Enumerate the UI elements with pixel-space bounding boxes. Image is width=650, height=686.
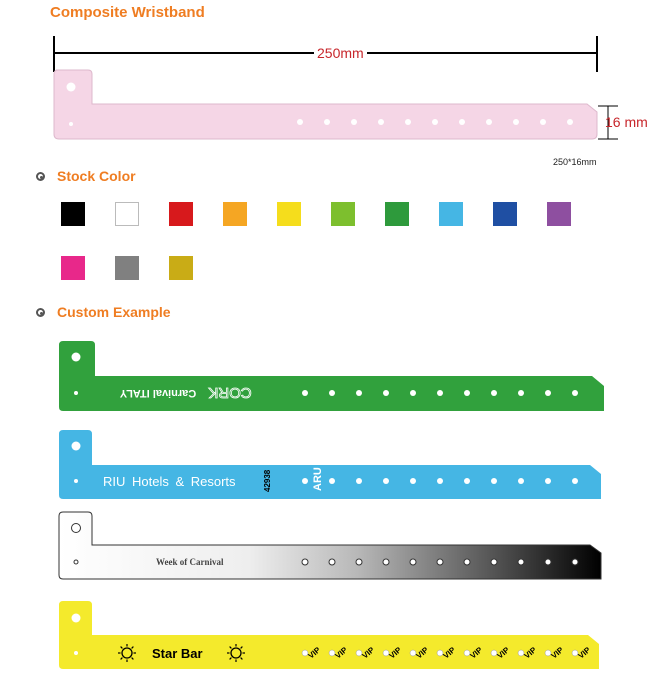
- width-label: 16 mm: [605, 114, 648, 130]
- svg-text:Carnival ITALY: Carnival ITALY: [119, 387, 197, 399]
- vip-mark: VIP: [333, 645, 350, 661]
- size-note: 250*16mm: [553, 157, 597, 167]
- riu-label: RIU Hotels & Resorts: [103, 474, 236, 489]
- page-title: Composite Wristband: [50, 4, 205, 21]
- vip-mark: VIP: [468, 645, 485, 661]
- vip-mark: VIP: [495, 645, 512, 661]
- length-label: 250mm: [314, 45, 367, 61]
- yellow-wristband: [59, 601, 599, 669]
- serial-number: 42938: [263, 469, 272, 492]
- vip-mark: VIP: [576, 645, 593, 661]
- gradient-wristband: [59, 512, 601, 579]
- vip-mark: VIP: [414, 645, 431, 661]
- week-of-carnival-label: Week of Carnival: [156, 557, 224, 567]
- green-wristband: [59, 341, 604, 411]
- custom-example-label: Custom Example: [57, 304, 171, 320]
- vip-mark: VIP: [549, 645, 566, 661]
- stock-color-label: Stock Color: [57, 168, 136, 184]
- vip-mark: VIP: [522, 645, 539, 661]
- vip-mark: VIP: [387, 645, 404, 661]
- cork-logo: [208, 384, 251, 401]
- vip-mark: VIP: [360, 645, 377, 661]
- vip-mark: VIP: [306, 645, 323, 661]
- vip-mark: VIP: [441, 645, 458, 661]
- carnival-logo: [119, 387, 196, 399]
- star-bar-label: Star Bar: [152, 646, 203, 661]
- aru-code: ARU: [312, 467, 324, 491]
- svg-text:CORK: CORK: [208, 384, 252, 401]
